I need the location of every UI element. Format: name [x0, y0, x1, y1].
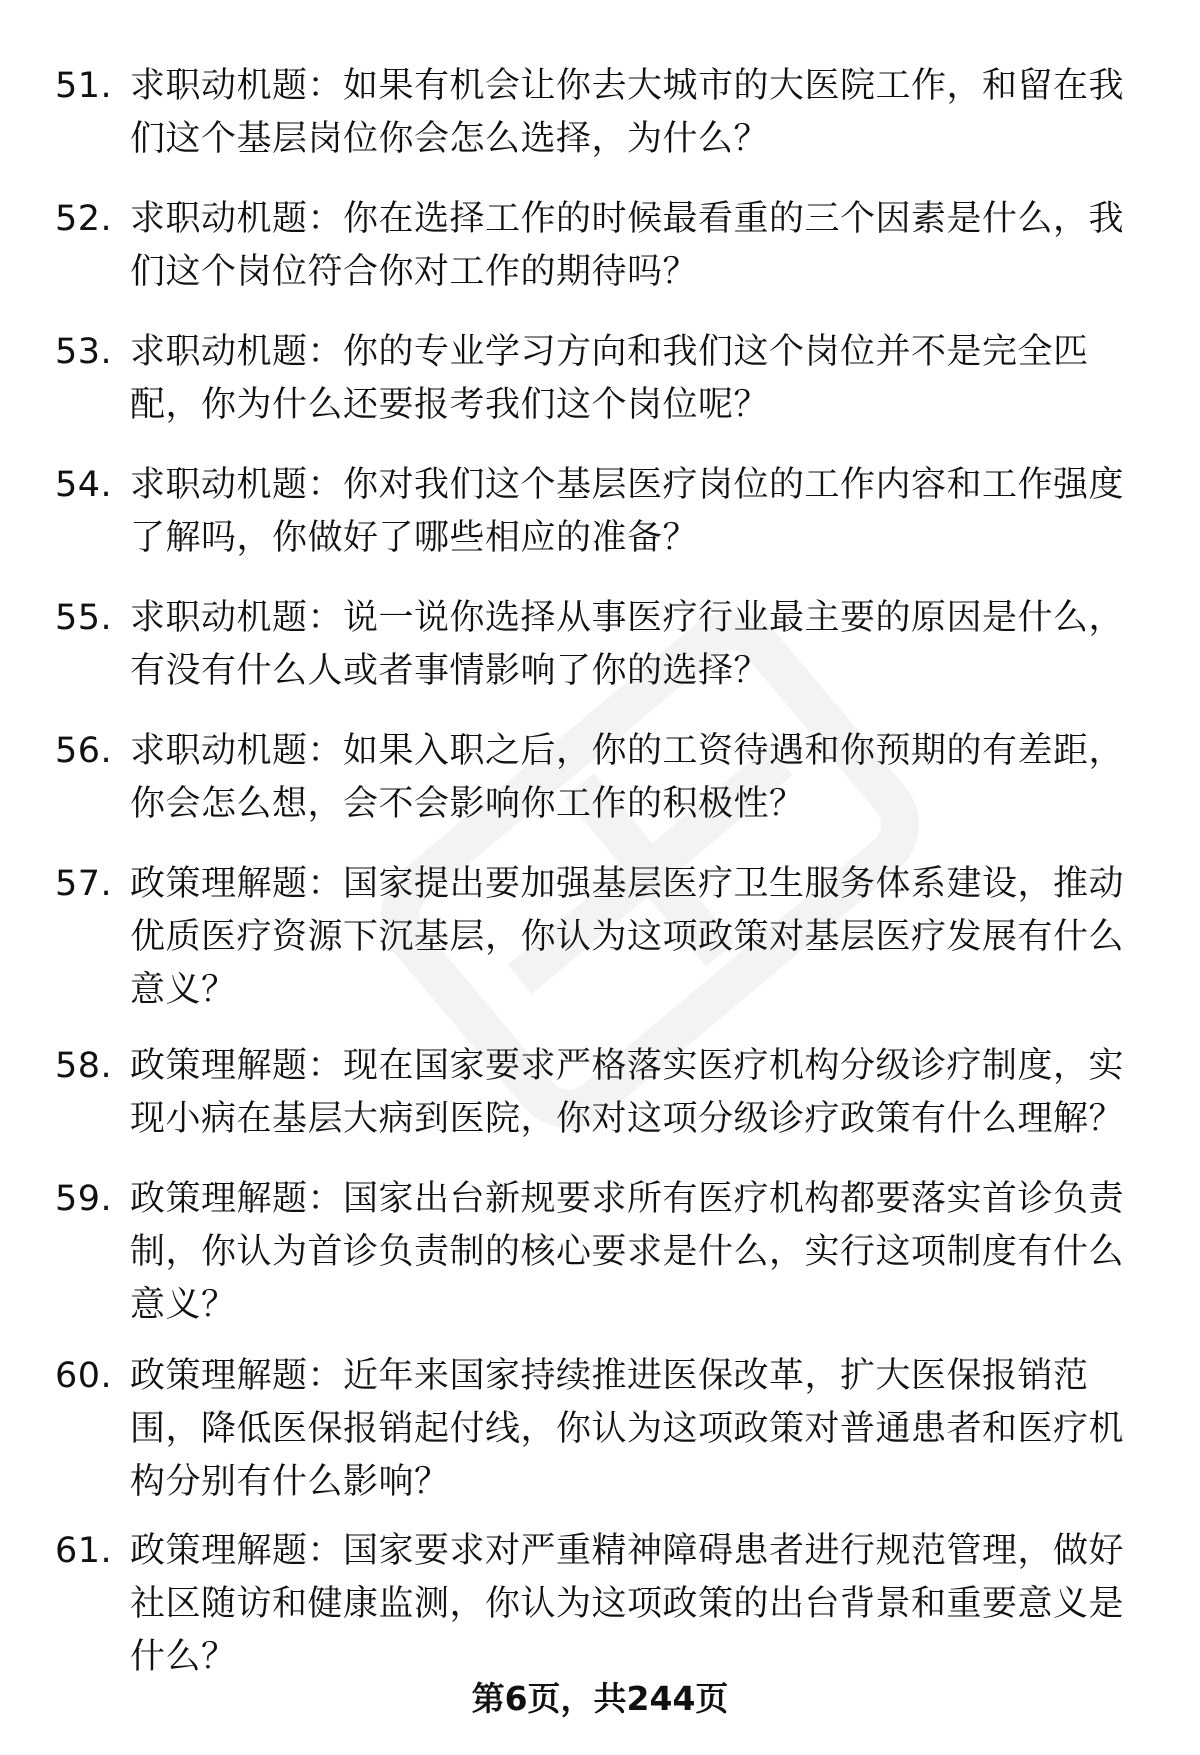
question-number: 51.	[55, 66, 113, 106]
question-number: 56.	[55, 731, 113, 771]
question-number: 60.	[55, 1356, 113, 1396]
question-number: 57.	[55, 864, 113, 904]
question-text: 政策理解题：近年来国家持续推进医保改革，扩大医保报销范围，降低医保报销起付线，你认为这项政策对普通患者和医疗机构分别有什么影响？	[130, 1356, 1125, 1502]
page-number-footer: 第6页，共244页	[471, 1679, 729, 1718]
question-number: 58.	[55, 1046, 113, 1086]
question-text: 求职动机题：说一说你选择从事医疗行业最主要的原因是什么，有没有什么人或者事情影响了你的选择？	[130, 598, 1125, 691]
question-number: 52.	[55, 199, 113, 239]
question-number: 59.	[55, 1179, 113, 1219]
question-number: 55.	[55, 598, 113, 638]
question-text: 求职动机题：如果有机会让你去大城市的大医院工作，和留在我们这个基层岗位你会怎么选择，为什么？	[130, 66, 1125, 159]
question-text: 政策理解题：国家提出要加强基层医疗卫生服务体系建设，推动优质医疗资源下沉基层，你认为这项政策对基层医疗发展有什么意义？	[130, 864, 1125, 1010]
question-number: 53.	[55, 332, 113, 372]
question-number: 54.	[55, 465, 113, 505]
question-text: 求职动机题：如果入职之后，你的工资待遇和你预期的有差距，你会怎么想，会不会影响你工作的积极性？	[130, 731, 1125, 824]
question-number: 61.	[55, 1531, 113, 1571]
question-text: 求职动机题：你在选择工作的时候最看重的三个因素是什么，我们这个岗位符合你对工作的期待吗？	[130, 199, 1125, 292]
question-text: 求职动机题：你对我们这个基层医疗岗位的工作内容和工作强度了解吗，你做好了哪些相应的准备？	[130, 465, 1125, 558]
question-text: 政策理解题：国家要求对严重精神障碍患者进行规范管理，做好社区随访和健康监测，你认为这项政策的出台背景和重要意义是什么？	[130, 1531, 1125, 1677]
question-text: 政策理解题：现在国家要求严格落实医疗机构分级诊疗制度，实现小病在基层大病到医院，你对这项分级诊疗政策有什么理解？	[130, 1046, 1125, 1139]
question-text: 政策理解题：国家出台新规要求所有医疗机构都要落实首诊负责制，你认为首诊负责制的核心要求是什么，实行这项制度有什么意义？	[130, 1179, 1125, 1325]
question-text: 求职动机题：你的专业学习方向和我们这个岗位并不是完全匹配，你为什么还要报考我们这个岗位呢？	[130, 332, 1089, 425]
